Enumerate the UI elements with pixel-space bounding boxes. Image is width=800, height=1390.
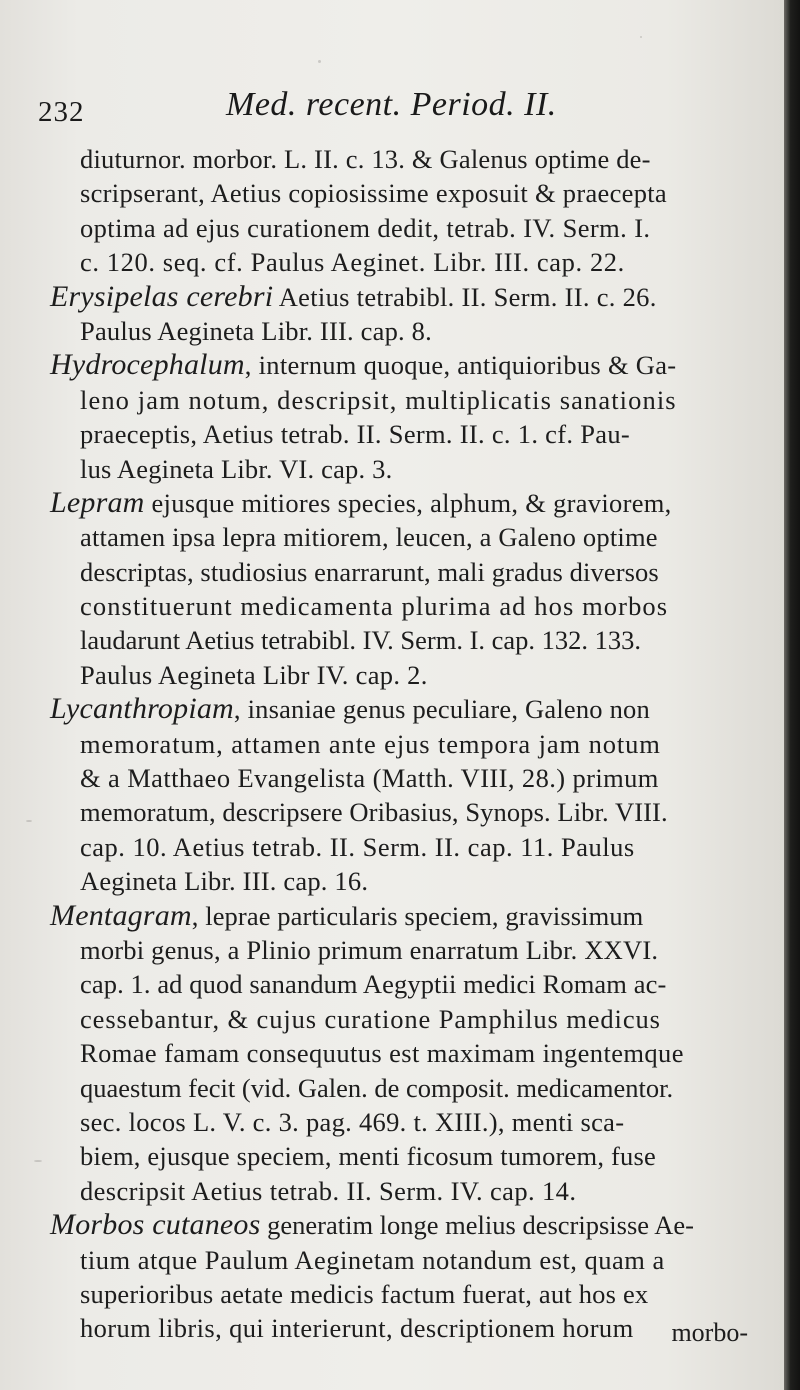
page-number: 232: [38, 96, 85, 128]
line-text: biem, ejusque speciem, menti ficosum tumorem, fuse: [80, 1141, 656, 1172]
text-line: [0, 761, 784, 795]
line-text: Aegineta Libr. III. cap. 16.: [80, 866, 369, 897]
text-line: [0, 1105, 784, 1139]
entry-first-line: [0, 280, 784, 314]
text-line: [0, 142, 784, 176]
text-line: [0, 245, 784, 279]
line-text: descripsit Aetius tetrab. II. Serm. IV. cap. 14.: [80, 1175, 577, 1206]
text-line: [0, 1036, 784, 1070]
line-text: ejusque mitiores species, alphum, & graviorem,: [144, 487, 672, 518]
line-text: cap. 1. ad quod sanandum Aegyptii medici Romam ac-: [80, 969, 667, 1000]
text-line: [0, 1002, 784, 1036]
text-line: [0, 1071, 784, 1105]
paper-speck: [318, 60, 321, 63]
line-text: c. 120. seq. cf. Paulus Aeginet. Libr. III. cap. 22.: [80, 247, 625, 278]
entry-heading: Mentagram: [50, 898, 192, 932]
running-title: Med. recent. Period. II.: [226, 86, 557, 123]
text-line: [0, 417, 784, 451]
text-line: [0, 589, 784, 623]
entry-heading: Erysipelas cerebri: [50, 279, 274, 313]
running-header: [38, 86, 778, 136]
line-text: optima ad ejus curationem dedit, tetrab. IV. Serm. I.: [80, 212, 651, 243]
entry-heading: Lycanthropiam: [50, 692, 234, 726]
line-text: Paulus Aegineta Libr. III. cap. 8.: [80, 315, 432, 346]
text-line: [0, 383, 784, 417]
line-text: , internum quoque, antiquioribus & Ga-: [244, 350, 677, 381]
line-text: Aetius tetrabibl. II. Serm. II. c. 26.: [273, 281, 657, 312]
line-text: descriptas, studiosius enarrarunt, mali gradus diversos: [80, 556, 659, 587]
line-text: praeceptis, Aetius tetrab. II. Serm. II. c. 1. cf. Pau-: [80, 419, 630, 450]
line-text: cessebantur, & cujus curatione Pamphilus medicus: [80, 1003, 661, 1034]
line-text: laudarunt Aetius tetrabibl. IV. Serm. I. cap. 132. 133.: [80, 625, 642, 656]
paper-speck: [420, 1230, 422, 1232]
line-text: , insaniae genus peculiare, Galeno non: [233, 694, 650, 725]
body-text: [0, 142, 784, 1346]
catchword: morbo-: [671, 1318, 748, 1347]
text-line: [0, 1311, 784, 1345]
text-line: [0, 727, 784, 761]
text-line: [0, 830, 784, 864]
entry-first-line: [0, 899, 784, 933]
text-line: [0, 795, 784, 829]
line-text: constituerunt medicamenta plurima ad hos morbos: [80, 591, 669, 622]
line-text: Romae famam consequutus est maximam ingentemque: [80, 1038, 684, 1069]
line-text: lus Aegineta Libr. VI. cap. 3.: [80, 453, 393, 484]
line-text: horum libris, qui interierunt, descriptionem horum: [80, 1313, 634, 1344]
text-line: [0, 864, 784, 898]
line-text: generatim longe melius descripsisse Ae-: [260, 1210, 694, 1241]
entry-heading: Hydrocephalum: [50, 348, 245, 382]
line-text: scripserant, Aetius copiosissime exposuit & praecepta: [80, 178, 667, 209]
page-edge-shadow: [784, 0, 800, 1390]
line-text: & a Matthaeo Evangelista (Matth. VIII, 28.) primum: [80, 763, 659, 794]
text-line: [0, 1277, 784, 1311]
line-text: tium atque Paulum Aeginetam notandum est, quam a: [80, 1244, 665, 1275]
text-line: [0, 1243, 784, 1277]
line-text: morbi genus, a Plinio primum enarratum Libr. XXVI.: [80, 934, 659, 965]
paper-speck: [34, 1160, 42, 1162]
entry-heading: Lepram: [50, 485, 145, 519]
line-text: leno jam notum, descripsit, multiplicatis sanationis: [80, 384, 677, 415]
line-text: cap. 10. Aetius tetrab. II. Serm. II. cap. 11. Paulus: [80, 831, 635, 862]
text-line: [0, 314, 784, 348]
line-text: attamen ipsa lepra mitiorem, leucen, a Galeno optime: [80, 522, 658, 553]
line-text: diuturnor. morbor. L. II. c. 13. & Galenus optime de-: [80, 144, 651, 174]
entry-heading: Morbos cutaneos: [50, 1208, 261, 1242]
text-line: [0, 555, 784, 589]
text-line: [0, 933, 784, 967]
line-text: memoratum, descripsere Oribasius, Synops. Libr. VIII.: [80, 797, 668, 828]
paper-speck: [640, 36, 642, 38]
entry-first-line: [0, 692, 784, 726]
text-line: [0, 1174, 784, 1208]
text-line: [0, 452, 784, 486]
text-line: [0, 658, 784, 692]
line-text: superioribus aetate medicis factum fuerat, aut hos ex: [80, 1278, 649, 1309]
line-text: sec. locos L. V. c. 3. pag. 469. t. XIII.), menti sca-: [80, 1106, 625, 1137]
text-line: [0, 520, 784, 554]
line-text: quaestum fecit (vid. Galen. de composit. medicamentor.: [80, 1072, 674, 1103]
text-line: [0, 623, 784, 657]
line-text: memoratum, attamen ante ejus tempora jam notum: [80, 728, 661, 759]
line-text: Paulus Aegineta Libr IV. cap. 2.: [80, 659, 428, 690]
text-line: [0, 176, 784, 210]
entry-first-line: [0, 1208, 784, 1242]
entry-first-line: [0, 348, 784, 382]
text-line: [0, 1139, 784, 1173]
text-line: [0, 967, 784, 1001]
line-text: , leprae particularis speciem, gravissimum: [191, 900, 644, 931]
text-line: [0, 211, 784, 245]
paper-speck: [26, 820, 32, 822]
entry-first-line: [0, 486, 784, 520]
